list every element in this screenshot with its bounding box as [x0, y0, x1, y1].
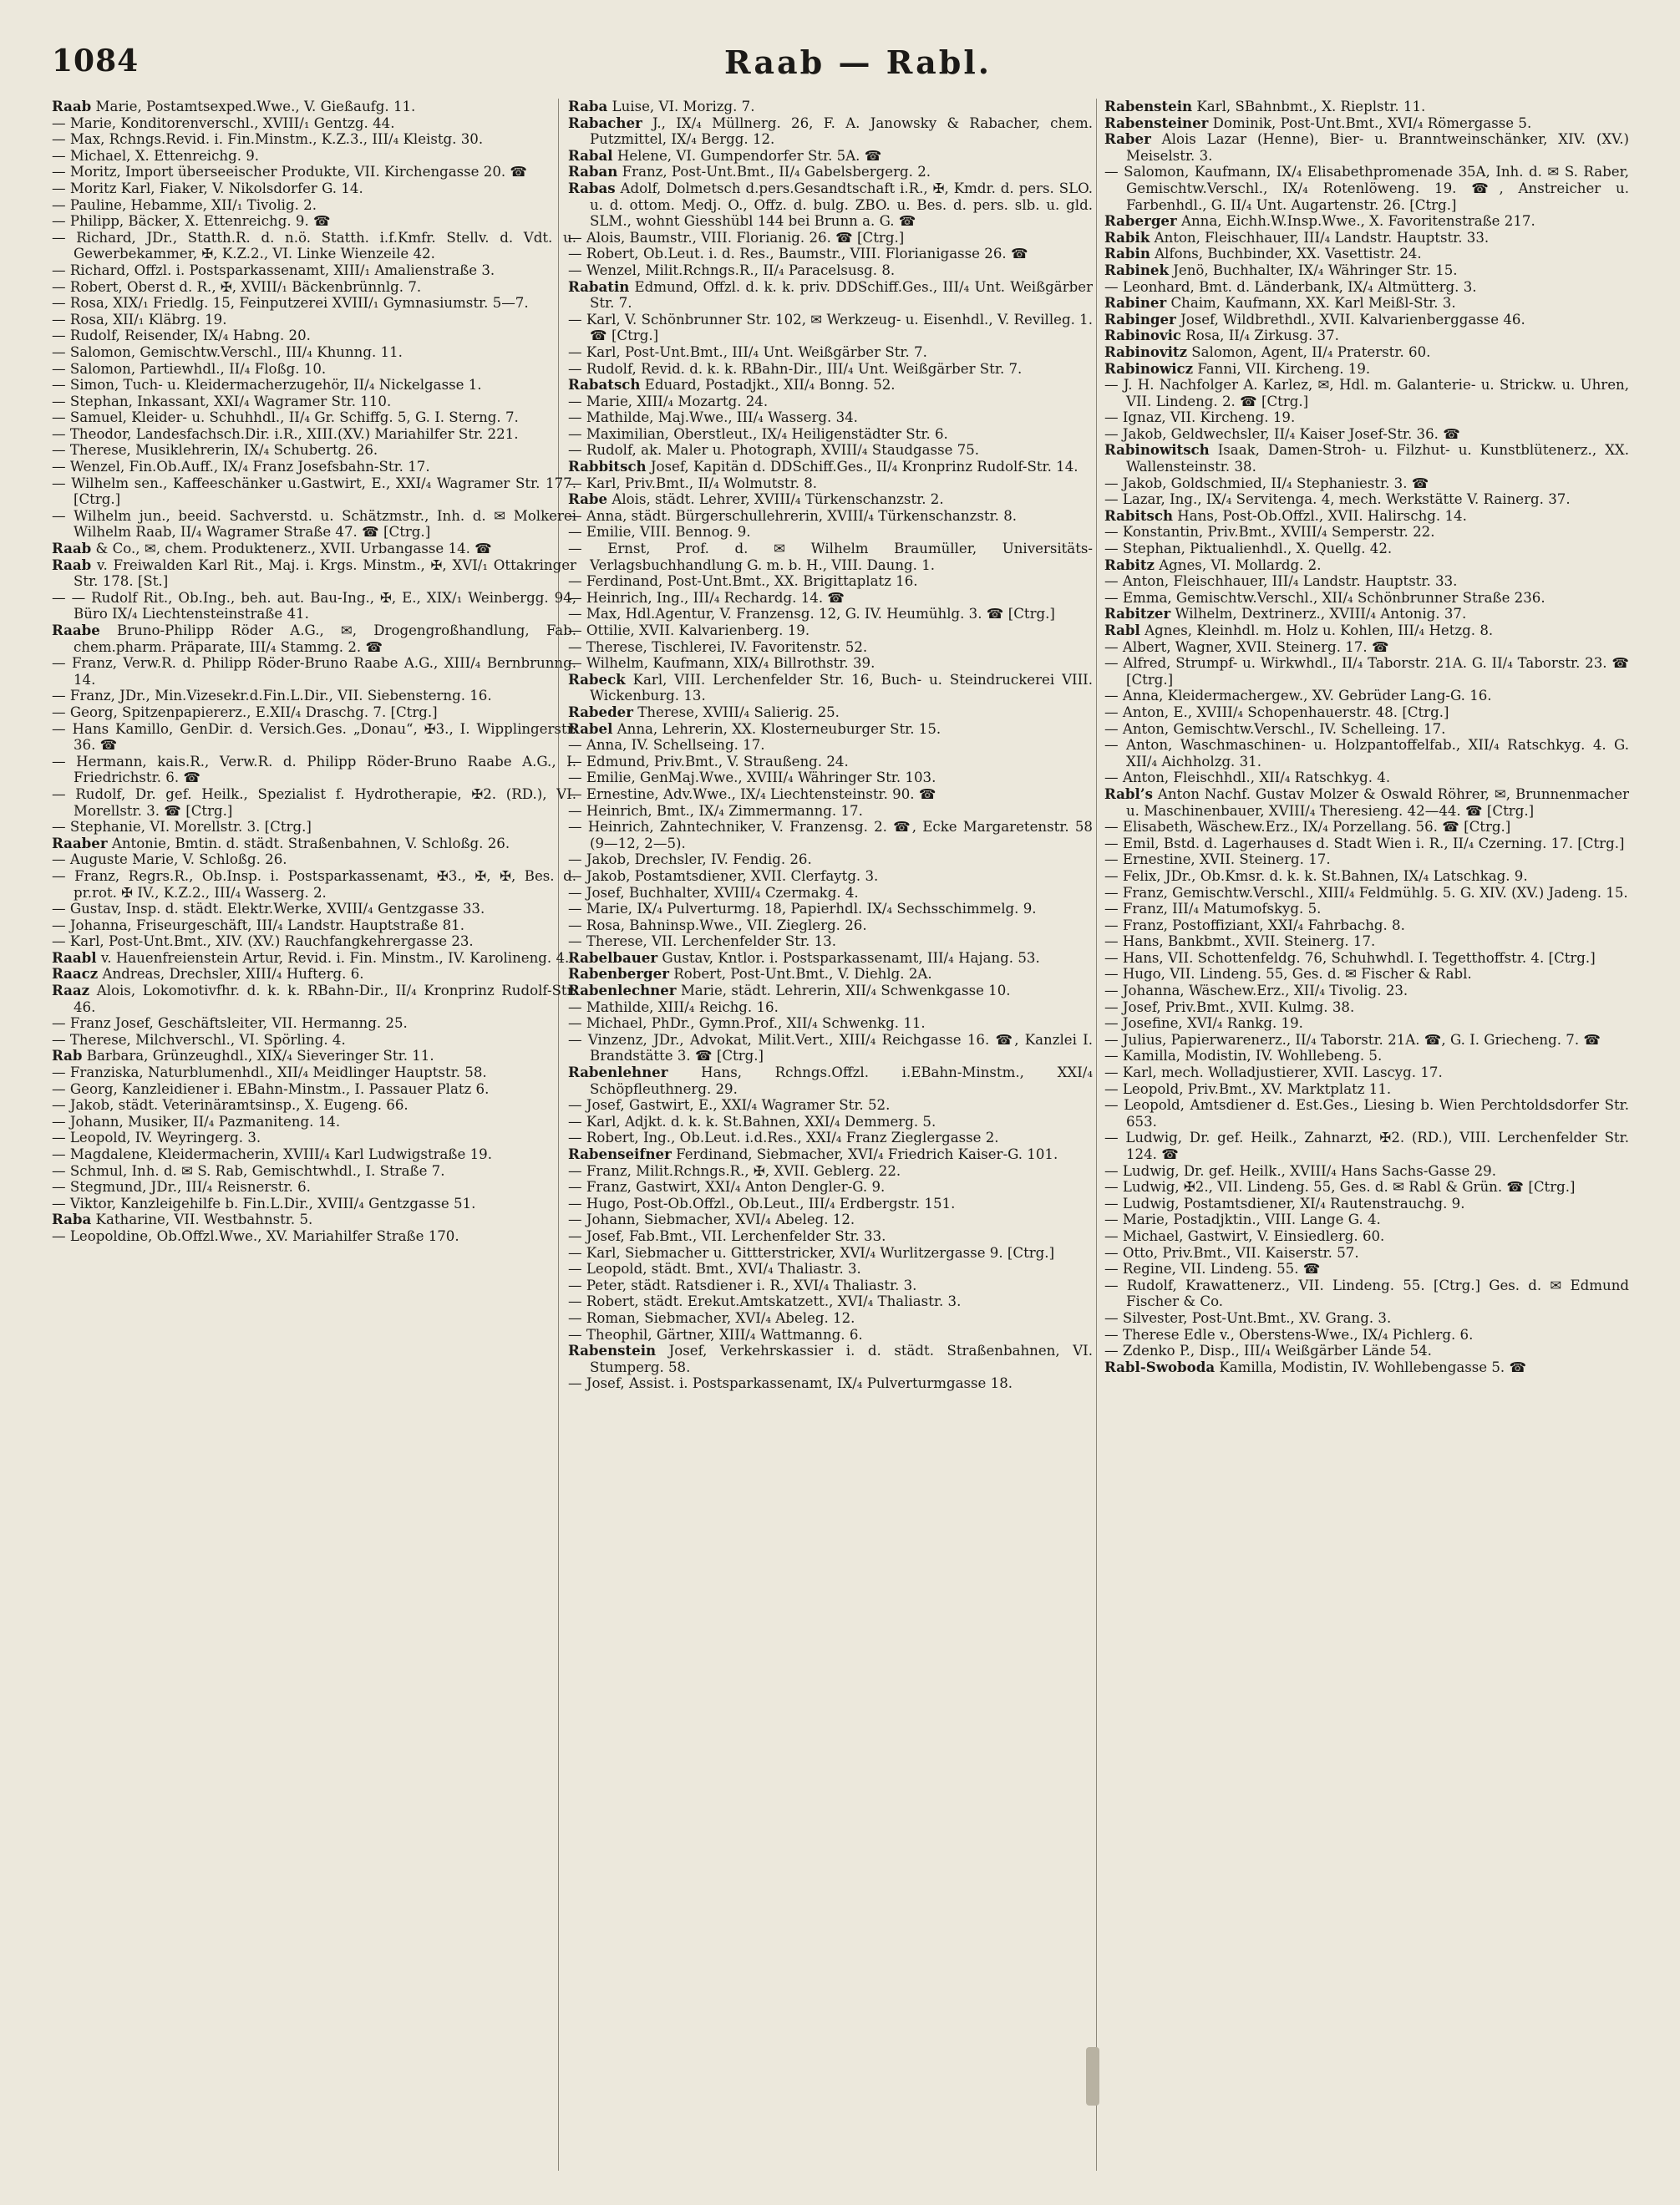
directory-entry: — Leopold, IV. Weyringerg. 3. [52, 1130, 261, 1146]
directory-entry: Rabas Adolf, Dolmetsch d.pers.Gesandtschaft i.R., ✠, Kmdr. d. pers. SLO. u. d. ottom. Medj. O., Offz. d. bulg. ZBO. u. Bes. d. pers. slb. u. gld. SLM., wohnt Giesshübl 144 bei Brunn a. G. ☎ [568, 179, 1093, 230]
directory-entry: — Josef, Priv.Bmt., XVII. Kulmg. 38. [1104, 998, 1355, 1015]
directory-entry: — Josef, Gastwirt, E., XXI/₄ Wagramer Str. 52. [568, 1097, 891, 1114]
directory-entry: Raabl v. Hauenfreienstein Artur, Revid. i. Fin. Minstm., IV. Karolineng. 4. [52, 948, 570, 966]
directory-entry: Raab & Co., ✉, chem. Produktenerz., XVII. Urbangasse 14. ☎ [52, 540, 492, 557]
directory-entry: — Stephanie, VI. Morellstr. 3. [Ctrg.] [52, 819, 312, 836]
directory-entry: — Anna, städt. Bürgerschullehrerin, XVIII/₄ Türkenschanzstr. 8. [568, 507, 1018, 524]
directory-entry: Raacz Andreas, Drechsler, XIII/₄ Hufterg. 6. [52, 965, 364, 983]
directory-entry: — Ottilie, XVII. Kalvarienberg. 19. [568, 622, 810, 638]
directory-entry: — Leopoldine, Ob.Offzl.Wwe., XV. Mariahilfer Straße 170. [52, 1227, 459, 1244]
directory-entry: Rabin Alfons, Buchbinder, XX. Vasettistr. 24. [1104, 245, 1422, 262]
directory-entry: Rabatsch Eduard, Postadjkt., XII/₄ Bonng. 52. [568, 376, 896, 394]
directory-entry: — Hans, Bankbmt., XVII. Steinerg. 17. [1104, 933, 1376, 950]
directory-entry: — Anton, Gemischtw.Verschl., IV. Schelleing. 17. [1104, 720, 1446, 737]
directory-entry: — Karl, Post-Unt.Bmt., III/₄ Unt. Weißgärber Str. 7. [568, 343, 927, 360]
directory-entry: — Emil, Bstd. d. Lagerhauses d. Stadt Wien i. R., II/₄ Czerning. 17. [Ctrg.] [1104, 835, 1625, 851]
directory-entry: — Zdenko P., Disp., III/₄ Weißgärber Lände 54. [1104, 1343, 1432, 1359]
directory-entry: — Michael, X. Ettenreichg. 9. [52, 147, 260, 164]
directory-entry: Rabal Helene, VI. Gumpendorfer Str. 5A. ☎ [568, 146, 882, 164]
directory-entry: — Lazar, Ing., IX/₄ Servitenga. 4, mech. Werkstätte V. Rainerg. 37. [1104, 491, 1571, 508]
column-divider [1096, 99, 1097, 2171]
directory-entry: — Therese, VII. Lerchenfelder Str. 13. [568, 933, 836, 950]
directory-entry: — Marie, Postadjktin., VIII. Lange G. 4. [1104, 1212, 1381, 1228]
directory-entry: — Ludwig, Postamtsdiener, XI/₄ Rautenstrauchg. 9. [1104, 1195, 1465, 1212]
directory-entry: — Philipp, Bäcker, X. Ettenreichg. 9. ☎ [52, 213, 331, 230]
directory-entry: Rabinek Jenö, Buchhalter, IX/₄ Währinger Str. 15. [1104, 261, 1458, 278]
directory-entry: Raberger Anna, Eichh.W.Insp.Wwe., X. Favoritenstraße 217. [1104, 212, 1535, 230]
page-number: 1084 [52, 43, 140, 79]
directory-entry: Rabenlechner Marie, städt. Lehrerin, XII/₄ Schwenkgasse 10. [568, 982, 1011, 999]
directory-entry: Rabe Alois, städt. Lehrer, XVIII/₄ Türkenschanzstr. 2. [568, 490, 944, 508]
directory-entry: — Samuel, Kleider- u. Schuhhdl., II/₄ Gr. Schiffg. 5, G. I. Sterng. 7. [52, 409, 519, 426]
directory-entry: — Rudolf, Reisender, IX/₄ Habng. 20. [52, 328, 311, 344]
directory-entry: — Ludwig, Dr. gef. Heilk., XVIII/₄ Hans Sachs-Gasse 29. [1104, 1162, 1497, 1179]
directory-entry: — Jakob, Geldwechsler, II/₄ Kaiser Josef-Str. 36. ☎ [1104, 425, 1460, 442]
directory-entry: — Albert, Wagner, XVII. Steinerg. 17. ☎ [1104, 638, 1389, 655]
directory-entry: — Wilhelm jun., beeid. Sachverstd. u. Schätzmstr., Inh. d. ✉ Molkerei Wilhelm Raab, II/₄ Wagramer Straße 47. ☎ [Ctrg.] [52, 507, 576, 541]
directory-entry: Rabinovitz Salomon, Agent, II/₄ Praterstr. 60. [1104, 343, 1431, 360]
directory-entry: — Karl, Priv.Bmt., II/₄ Wolmutstr. 8. [568, 475, 818, 491]
directory-entry: Raabe Bruno-Philipp Röder A.G., ✉, Drogengroßhandlung, Fab. chem.pharm. Präparate, III/₄ Stammg. 2. ☎ [52, 622, 576, 655]
directory-entry: — Heinrich, Bmt., IX/₄ Zimmermanng. 17. [568, 802, 863, 819]
directory-entry: — Jakob, städt. Veterinäramtsinsp., X. Eugeng. 66. [52, 1097, 409, 1114]
directory-entry: — Stephan, Piktualienhdl., X. Quellg. 42. [1104, 541, 1393, 557]
directory-entry: — Stegmund, JDr., III/₄ Reisnerstr. 6. [52, 1179, 311, 1196]
directory-entry: — Wenzel, Fin.Ob.Auff., IX/₄ Franz Josefsbahn-Str. 17. [52, 459, 430, 475]
directory-entry: Rabl Agnes, Kleinhdl. m. Holz u. Kohlen, III/₄ Hetzg. 8. [1104, 622, 1494, 638]
directory-entry: — Franz, Postoffiziant, XXI/₄ Fahrbachg. 8. [1104, 917, 1405, 933]
directory-entry: Rabinowitsch Isaak, Damen-Stroh- u. Filzhut- u. Kunstblütenerz., XX. Wallensteinstr. 38. [1104, 441, 1629, 475]
directory-entry: — Heinrich, Zahntechniker, V. Franzensg. 2. ☎, Ecke Margaretenstr. 58 (9—12, 2—5). [568, 819, 1093, 851]
directory-entry: — Julius, Papierwarenerz., II/₄ Taborstr. 21A. ☎, G. I. Griecheng. 7. ☎ [1104, 1031, 1601, 1048]
directory-entry: — Roman, Siebmacher, XVI/₄ Abeleg. 12. [568, 1309, 855, 1326]
directory-entry: — Maximilian, Oberstleut., IX/₄ Heiligenstädter Str. 6. [568, 425, 948, 442]
directory-entry: Rabl-Swoboda Kamilla, Modistin, IV. Wohllebengasse 5. ☎ [1104, 1358, 1527, 1375]
directory-entry: Raba Katharine, VII. Westbahnstr. 5. [52, 1211, 313, 1228]
directory-entry: — Rosa, Bahninsp.Wwe., VII. Zieglerg. 26. [568, 917, 867, 933]
directory-entry: — Josef, Assist. i. Postsparkassenamt, IX/₄ Pulverturmgasse 18. [568, 1375, 1013, 1392]
directory-entry: — Robert, Oberst d. R., ✠, XVIII/₁ Bäckenbrünnlg. 7. [52, 278, 422, 295]
directory-entry: — Karl, Post-Unt.Bmt., XIV. (XV.) Rauchfangkehrergasse 23. [52, 933, 474, 950]
directory-entry: Rabitsch Hans, Post-Ob.Offzl., XVII. Halirschg. 14. [1104, 506, 1467, 524]
directory-entry: Rabenberger Robert, Post-Unt.Bmt., V. Diehlg. 2A. [568, 965, 932, 983]
directory-entry: Rabenstein Karl, SBahnbmt., X. Rieplstr. 11. [1104, 99, 1426, 114]
directory-entry: — Felix, JDr., Ob.Kmsr. d. k. k. St.Bahnen, IX/₄ Latschkag. 9. [1104, 867, 1528, 884]
directory-entry: Raaz Alois, Lokomotivfhr. d. k. k. RBahn-Dir., II/₄ Kronprinz Rudolf-Str. 46. [52, 982, 576, 1015]
directory-entry: — Jakob, Goldschmied, II/₄ Stephaniestr. 3. ☎ [1104, 475, 1429, 491]
directory-entry: — Robert, städt. Erekut.Amtskatzett., XVI/₄ Thaliastr. 3. [568, 1293, 962, 1310]
directory-entry: — Georg, Spitzenpapiererz., E.XII/₄ Draschg. 7. [Ctrg.] [52, 704, 438, 720]
directory-entry: — Robert, Ob.Leut. i. d. Res., Baumstr., VIII. Florianigasse 26. ☎ [568, 246, 1028, 262]
directory-entry: — Franz, Regrs.R., Ob.Insp. i. Postsparkassenamt, ✠3., ✠, ✠, Bes. d. pr.rot. ✠ IV., K.Z.2., III/₄ Wasserg. 2. [52, 867, 576, 901]
directory-entry: — Franz Josef, Geschäftsleiter, VII. Hermanng. 25. [52, 1015, 408, 1032]
directory-entry: — Leonhard, Bmt. d. Länderbank, IX/₄ Altmütterg. 3. [1104, 278, 1477, 295]
directory-entry: — Hugo, VII. Lindeng. 55, Ges. d. ✉ Fischer & Rabl. [1104, 966, 1472, 983]
directory-entry: Rab Barbara, Grünzeughdl., XIX/₄ Sieveringer Str. 11. [52, 1047, 434, 1064]
directory-entry: — Schmul, Inh. d. ✉ S. Rab, Gemischtwhdl., I. Straße 7. [52, 1162, 445, 1179]
directory-entry: — Richard, JDr., Statth.R. d. n.ö. Statth. i.f.Kmfr. Stellv. d. Vdt. u. Gewerbekammer, ✠, K.Z.2., VI. Linke Wienzeile 42. [52, 229, 576, 262]
directory-entry: Rabinovic Rosa, II/₄ Zirkusg. 37. [1104, 327, 1339, 344]
directory-entry: Raab Marie, Postamtsexped.Wwe., V. Gießaufg. 11. [52, 99, 416, 114]
directory-column-2 [568, 99, 1093, 2196]
directory-entry: — Stephan, Inkassant, XXI/₄ Wagramer Str. 110. [52, 393, 392, 409]
directory-entry: — Karl, Adjkt. d. k. k. St.Bahnen, XXI/₄ Demmerg. 5. [568, 1113, 936, 1130]
directory-entry: Rabeder Therese, XVIII/₄ Salierig. 25. [568, 703, 840, 720]
directory-entry: — Rudolf, Dr. gef. Heilk., Spezialist f. Hydrotherapie, ✠2. (RD.), VI. Morellstr. 3. ☎ [Ctrg.] [52, 785, 576, 819]
directory-entry: — Ludwig, Dr. gef. Heilk., Zahnarzt, ✠2. (RD.), VIII. Lerchenfelder Str. 124. ☎ [1104, 1130, 1629, 1162]
directory-entry: — Simon, Tuch- u. Kleidermacherzugehör, II/₄ Nickelgasse 1. [52, 377, 482, 394]
directory-entry: Rabenlehner Hans, Rchngs.Offzl. i.EBahn-Minstm., XXI/₄ Schöpfleuthnerg. 29. [568, 1064, 1093, 1097]
directory-entry: — Auguste Marie, V. Schloßg. 26. [52, 851, 287, 868]
directory-entry: — Leopold, städt. Bmt., XVI/₄ Thaliastr. 3. [568, 1261, 861, 1278]
directory-entry: Rabacher J., IX/₄ Müllnerg. 26, F. A. Janowsky & Rabacher, chem. Putzmittel, IX/₄ Bergg. 12. [568, 114, 1093, 148]
directory-entry: — Kamilla, Modistin, IV. Wohllebeng. 5. [1104, 1048, 1383, 1064]
directory-entry: — Michael, PhDr., Gymn.Prof., XII/₄ Schwenkg. 11. [568, 1015, 926, 1032]
directory-entry: — Jakob, Drechsler, IV. Fendig. 26. [568, 851, 812, 868]
directory-entry: — Hugo, Post-Ob.Offzl., Ob.Leut., III/₄ Erdbergstr. 151. [568, 1195, 956, 1212]
directory-entry: — Therese Edle v., Oberstens-Wwe., IX/₄ Pichlerg. 6. [1104, 1326, 1474, 1343]
directory-entry: — Alfred, Strumpf- u. Wirkwhdl., II/₄ Taborstr. 21A. G. II/₄ Taborstr. 23. ☎ [Ctrg.] [1104, 655, 1629, 688]
directory-entry: — Max, Hdl.Agentur, V. Franzensg. 12, G. IV. Heumühlg. 3. ☎ [Ctrg.] [568, 606, 1055, 622]
directory-entry: — Rudolf, Revid. d. k. k. RBahn-Dir., III/₄ Unt. Weißgärber Str. 7. [568, 360, 1023, 377]
directory-entry: — Karl, V. Schönbrunner Str. 102, ✉ Werkzeug- u. Eisenhdl., V. Revilleg. 1. ☎ [Ctrg.] [568, 311, 1093, 344]
page-title: Raab — Rabl. [723, 43, 992, 81]
directory-entry: — Franz, Gemischtw.Verschl., XIII/₄ Feldmühlg. 5. G. XIV. (XV.) Jadeng. 15. [1104, 884, 1628, 901]
directory-entry: — Emilie, GenMaj.Wwe., XVIII/₄ Währinger Str. 103. [568, 770, 936, 786]
directory-entry: — Josef, Buchhalter, XVIII/₄ Czermakg. 4. [568, 884, 859, 901]
directory-entry: — Moritz, Import überseeischer Produkte, VII. Kirchengasse 20. ☎ [52, 164, 528, 180]
directory-entry: — Alois, Baumstr., VIII. Florianig. 26. ☎ [Ctrg.] [568, 229, 905, 246]
directory-entry: — Peter, städt. Ratsdiener i. R., XVI/₄ Thaliastr. 3. [568, 1277, 917, 1293]
directory-entry: — Leopold, Amtsdiener d. Est.Ges., Liesing b. Wien Perchtoldsdorfer Str. 653. [1104, 1097, 1629, 1130]
directory-entry: — Ferdinand, Post-Unt.Bmt., XX. Brigittaplatz 16. [568, 573, 918, 590]
directory-entry: Raaber Antonie, Bmtin. d. städt. Straßenbahnen, V. Schloßg. 26. [52, 834, 510, 851]
directory-entry: — Salomon, Kaufmann, IX/₄ Elisabethpromenade 35A, Inh. d. ✉ S. Raber, Gemischtw.Verschl., IX/₄ Rotenlöweng. 19. ☎, Anstreicher u. Farbenhdl., G. II/₄ Unt. Augartenstr. 26. [Ctrg.] [1104, 164, 1629, 213]
directory-entry: — Franz, Verw.R. d. Philipp Röder-Bruno Raabe A.G., XIII/₄ Bernbrunng. 14. [52, 655, 576, 688]
directory-column-3 [1104, 99, 1629, 2196]
directory-entry: — Robert, Ing., Ob.Leut. i.d.Res., XXI/₄ Franz Zieglergasse 2. [568, 1130, 999, 1146]
directory-entry: Rabbitsch Josef, Kapitän d. DDSchiff.Ges., II/₄ Kronprinz Rudolf-Str. 14. [568, 458, 1079, 475]
directory-entry: Rabik Anton, Fleischhauer, III/₄ Landstr. Hauptstr. 33. [1104, 228, 1490, 246]
directory-entry: — Richard, Offzl. i. Postsparkassenamt, XIII/₁ Amalienstraße 3. [52, 262, 495, 278]
directory-entry: — Georg, Kanzleidiener i. EBahn-Minstm., I. Passauer Platz 6. [52, 1080, 490, 1097]
directory-entry: Rabel Anna, Lehrerin, XX. Klosterneuburger Str. 15. [568, 719, 942, 737]
directory-entry: Raab v. Freiwalden Karl Rit., Maj. i. Krgs. Minstm., ✠, XVI/₁ Ottakringer Str. 178. [St.] [52, 556, 576, 590]
directory-entry: Rabenseifner Ferdinand, Siebmacher, XVI/₄ Friedrich Kaiser-G. 101. [568, 1146, 1058, 1162]
directory-entry: — Franz, Gastwirt, XXI/₄ Anton Dengler-G. 9. [568, 1179, 886, 1196]
directory-entry: — Johann, Siebmacher, XVI/₄ Abeleg. 12. [568, 1212, 855, 1228]
directory-entry: — Viktor, Kanzleigehilfe b. Fin.L.Dir., XVIII/₄ Gentzgasse 51. [52, 1195, 476, 1212]
directory-entry: — J. H. Nachfolger A. Karlez, ✉, Hdl. m. Galanterie- u. Strickw. u. Uhren, VII. Lindeng. 2. ☎ [Ctrg.] [1104, 377, 1629, 409]
page-header [52, 40, 1664, 90]
directory-entry: — Moritz Karl, Fiaker, V. Nikolsdorfer G. 14. [52, 180, 363, 196]
directory-entry: — Emilie, VIII. Bennog. 9. [568, 524, 751, 541]
directory-entry: — Franz, Milit.Rchngs.R., ✠, XVII. Geblerg. 22. [568, 1162, 901, 1179]
directory-entry: — Hans Kamillo, GenDir. d. Versich.Ges. „Donau“, ✠3., I. Wipplingerstr. 36. ☎ [52, 720, 576, 754]
directory-entry: — Mathilde, XIII/₄ Reichg. 16. [568, 998, 779, 1015]
directory-entry: — Marie, IX/₄ Pulverturmg. 18, Papierhdl. IX/₄ Sechsschimmelg. 9. [568, 901, 1037, 917]
directory-entry: Rabitz Agnes, VI. Mollardg. 2. [1104, 556, 1322, 573]
directory-entry: — Johanna, Wäschew.Erz., XII/₄ Tivolig. 23. [1104, 983, 1408, 999]
directory-entry: — Leopold, Priv.Bmt., XV. Marktplatz 11. [1104, 1080, 1392, 1097]
directory-entry: — Theophil, Gärtner, XIII/₄ Wattmanng. 6. [568, 1326, 863, 1343]
directory-entry: — Anna, IV. Schellseing. 17. [568, 737, 765, 754]
directory-entry: — Michael, Gastwirt, V. Einsiedlerg. 60. [1104, 1227, 1385, 1244]
directory-entry: — Rudolf, Krawattenerz., VII. Lindeng. 55. [Ctrg.] Ges. d. ✉ Edmund Fischer & Co. [1104, 1277, 1629, 1310]
directory-entry: — — Rudolf Rit., Ob.Ing., beh. aut. Bau-Ing., ✠, E., XIX/₁ Weinbergg. 94, Büro IX/₄ Liechtensteinstraße 41. [52, 589, 576, 622]
directory-entry: — Rosa, XII/₁ Kläbrg. 19. [52, 311, 227, 328]
directory-entry: Rabinowicz Fanni, VII. Kircheng. 19. [1104, 359, 1371, 377]
directory-entry: — Johanna, Friseurgeschäft, III/₄ Landstr. Hauptstraße 81. [52, 917, 464, 933]
directory-entry: — Anton, Fleischhdl., XII/₄ Ratschkyg. 4. [1104, 770, 1391, 786]
directory-entry: — Ernestine, Adv.Wwe., IX/₄ Liechtensteinstr. 90. ☎ [568, 785, 936, 802]
directory-entry: — Marie, Konditorenverschl., XVIII/₁ Gentzg. 44. [52, 114, 395, 131]
directory-entry: — Franziska, Naturblumenhdl., XII/₄ Meidlinger Hauptstr. 58. [52, 1064, 487, 1081]
directory-entry: Rabelbauer Gustav, Kntlor. i. Postsparkassenamt, III/₄ Hajang. 53. [568, 948, 1040, 966]
directory-entry: — Salomon, Gemischtw.Verschl., III/₄ Khunng. 11. [52, 343, 403, 360]
directory-entry: — Anton, Waschmaschinen- u. Holzpantoffelfab., XII/₄ Ratschkyg. 4. G. XII/₄ Aichholzg. 31. [1104, 737, 1629, 770]
directory-entry: — Max, Rchngs.Revid. i. Fin.Minstm., K.Z.3., III/₄ Kleistg. 30. [52, 131, 484, 148]
directory-entry: — Regine, VII. Lindeng. 55. ☎ [1104, 1261, 1321, 1278]
directory-entry: Rabeck Karl, VIII. Lerchenfelder Str. 16, Buch- u. Steindruckerei VIII. Wickenburg. 13. [568, 670, 1093, 704]
directory-entry: — Anna, Kleidermachergew., XV. Gebrüder Lang-G. 16. [1104, 688, 1492, 704]
directory-entry: Raba Luise, VI. Morizg. 7. [568, 99, 755, 114]
directory-entry: — Theodor, Landesfachsch.Dir. i.R., XIII.(XV.) Mariahilfer Str. 221. [52, 425, 519, 442]
directory-entry: — Josef, Fab.Bmt., VII. Lerchenfelder Str. 33. [568, 1227, 886, 1244]
directory-entry: Rabenstein Josef, Verkehrskassier i. d. städt. Straßenbahnen, VI. Stumperg. 58. [568, 1342, 1093, 1375]
directory-entry: — Ludwig, ✠2., VII. Lindeng. 55, Ges. d. ✉ Rabl & Grün. ☎ [Ctrg.] [1104, 1179, 1576, 1196]
directory-entry: — Jakob, Postamtsdiener, XVII. Clerfaytg. 3. [568, 867, 879, 884]
directory-entry: — Karl, mech. Wolladjustierer, XVII. Lascyg. 17. [1104, 1064, 1443, 1081]
directory-entry: — Wilhelm, Kaufmann, XIX/₄ Billrothstr. 39. [568, 655, 876, 672]
directory-entry: — Rosa, XIX/₁ Friedlg. 15, Feinputzerei XVIII/₁ Gymnasiumstr. 5—7. [52, 295, 529, 312]
directory-entry: — Pauline, Hebamme, XII/₁ Tivolig. 2. [52, 196, 317, 213]
directory-entry: — Josefine, XVI/₄ Rankg. 19. [1104, 1015, 1303, 1032]
directory-entry: — Therese, Milchverschl., VI. Spörling. 4. [52, 1031, 346, 1048]
directory-entry: — Franz, JDr., Min.Vizesekr.d.Fin.L.Dir., VII. Siebensterng. 16. [52, 688, 492, 704]
directory-entry: — Silvester, Post-Unt.Bmt., XV. Grang. 3. [1104, 1309, 1392, 1326]
directory-entry: — Marie, XIII/₄ Mozartg. 24. [568, 393, 769, 409]
directory-entry: — Anton, Fleischhauer, III/₄ Landstr. Hauptstr. 33. [1104, 573, 1458, 590]
directory-entry: — Vinzenz, JDr., Advokat, Milit.Vert., XIII/₄ Reichgasse 16. ☎, Kanzlei I. Brandstätte 3. ☎ [Ctrg.] [568, 1031, 1093, 1064]
directory-entry: — Anton, E., XVIII/₄ Schopenhauerstr. 48. [Ctrg.] [1104, 704, 1449, 720]
directory-entry: — Ernst, Prof. d. ✉ Wilhelm Braumüller, Universitäts-Verlagsbuchhandlung G. m. b. H., VIII. Daung. 1. [568, 541, 1093, 573]
directory-entry: — Mathilde, Maj.Wwe., III/₄ Wasserg. 34. [568, 409, 858, 426]
directory-column-1 [52, 99, 576, 2196]
directory-entry: — Ignaz, VII. Kircheng. 19. [1104, 409, 1296, 426]
directory-entry: Rabinger Josef, Wildbrethdl., XVII. Kalvarienberggasse 46. [1104, 310, 1525, 328]
directory-entry: — Edmund, Priv.Bmt., V. Straußeng. 24. [568, 753, 849, 770]
directory-entry: — Elisabeth, Wäschew.Erz., IX/₄ Porzellang. 56. ☎ [Ctrg.] [1104, 819, 1511, 836]
directory-entry: — Emma, Gemischtw.Verschl., XII/₄ Schönbrunner Straße 236. [1104, 589, 1545, 606]
directory-entry: Rabiner Chaim, Kaufmann, XX. Karl Meißl-Str. 3. [1104, 294, 1456, 312]
directory-entry: — Franz, III/₄ Matumofskyg. 5. [1104, 901, 1322, 917]
directory-entry: — Ernestine, XVII. Steinerg. 17. [1104, 851, 1331, 868]
directory-entry: Raban Franz, Post-Unt.Bmt., II/₄ Gabelsbergerg. 2. [568, 163, 931, 180]
directory-entry: Rabatin Edmund, Offzl. d. k. k. priv. DDSchiff.Ges., III/₄ Unt. Weißgärber Str. 7. [568, 277, 1093, 312]
directory-entry: — Hermann, kais.R., Verw.R. d. Philipp Röder-Bruno Raabe A.G., I. Friedrichstr. 6. ☎ [52, 753, 576, 786]
directory-entry: — Salomon, Partiewhdl., II/₄ Floßg. 10. [52, 360, 327, 377]
directory-entry: — Karl, Siebmacher u. Gittterstricker, XVI/₄ Wurlitzergasse 9. [Ctrg.] [568, 1244, 1055, 1261]
directory-entry: — Gustav, Insp. d. städt. Elektr.Werke, XVIII/₄ Gentzgasse 33. [52, 901, 485, 917]
directory-entry: — Therese, Musiklehrerin, IX/₄ Schubertg. 26. [52, 442, 378, 459]
directory-entry: — Wilhelm sen., Kaffeeschänker u.Gastwirt, E., XXI/₄ Wagramer Str. 177. [Ctrg.] [52, 475, 576, 508]
directory-entry: Rabl’s Anton Nachf. Gustav Molzer & Oswald Röhrer, ✉, Brunnenmacher u. Maschinenbauer, XVIII/₄ Theresieng. 42—44. ☎ [Ctrg.] [1104, 785, 1629, 819]
directory-entry: Rabitzer Wilhelm, Dextrinerz., XVIII/₄ Antonig. 37. [1104, 605, 1467, 622]
directory-entry: — Otto, Priv.Bmt., VII. Kaiserstr. 57. [1104, 1244, 1359, 1261]
directory-entry: — Johann, Musiker, II/₄ Pazmaniteng. 14. [52, 1113, 341, 1130]
directory-entry: Raber Alois Lazar (Henne), Bier- u. Branntweinschänker, XIV. (XV.) Meiselstr. 3. [1104, 130, 1629, 164]
directory-entry: — Hans, VII. Schottenfeldg. 76, Schuhwhdl. I. Tegetthoffstr. 4. [Ctrg.] [1104, 949, 1596, 966]
directory-entry: — Heinrich, Ing., III/₄ Rechardg. 14. ☎ [568, 589, 845, 606]
directory-entry: Rabensteiner Dominik, Post-Unt.Bmt., XVI/₄ Römergasse 5. [1104, 114, 1532, 131]
directory-entry: — Wenzel, Milit.Rchngs.R., II/₄ Paracelsusg. 8. [568, 262, 896, 278]
directory-entry: — Therese, Tischlerei, IV. Favoritenstr. 52. [568, 638, 868, 655]
directory-entry: — Rudolf, ak. Maler u. Photograph, XVIII/₄ Staudgasse 75. [568, 442, 980, 459]
directory-entry: — Konstantin, Priv.Bmt., XVIII/₄ Semperstr. 22. [1104, 524, 1435, 541]
directory-entry: — Magdalene, Kleidermacherin, XVIII/₄ Karl Ludwigstraße 19. [52, 1146, 493, 1162]
